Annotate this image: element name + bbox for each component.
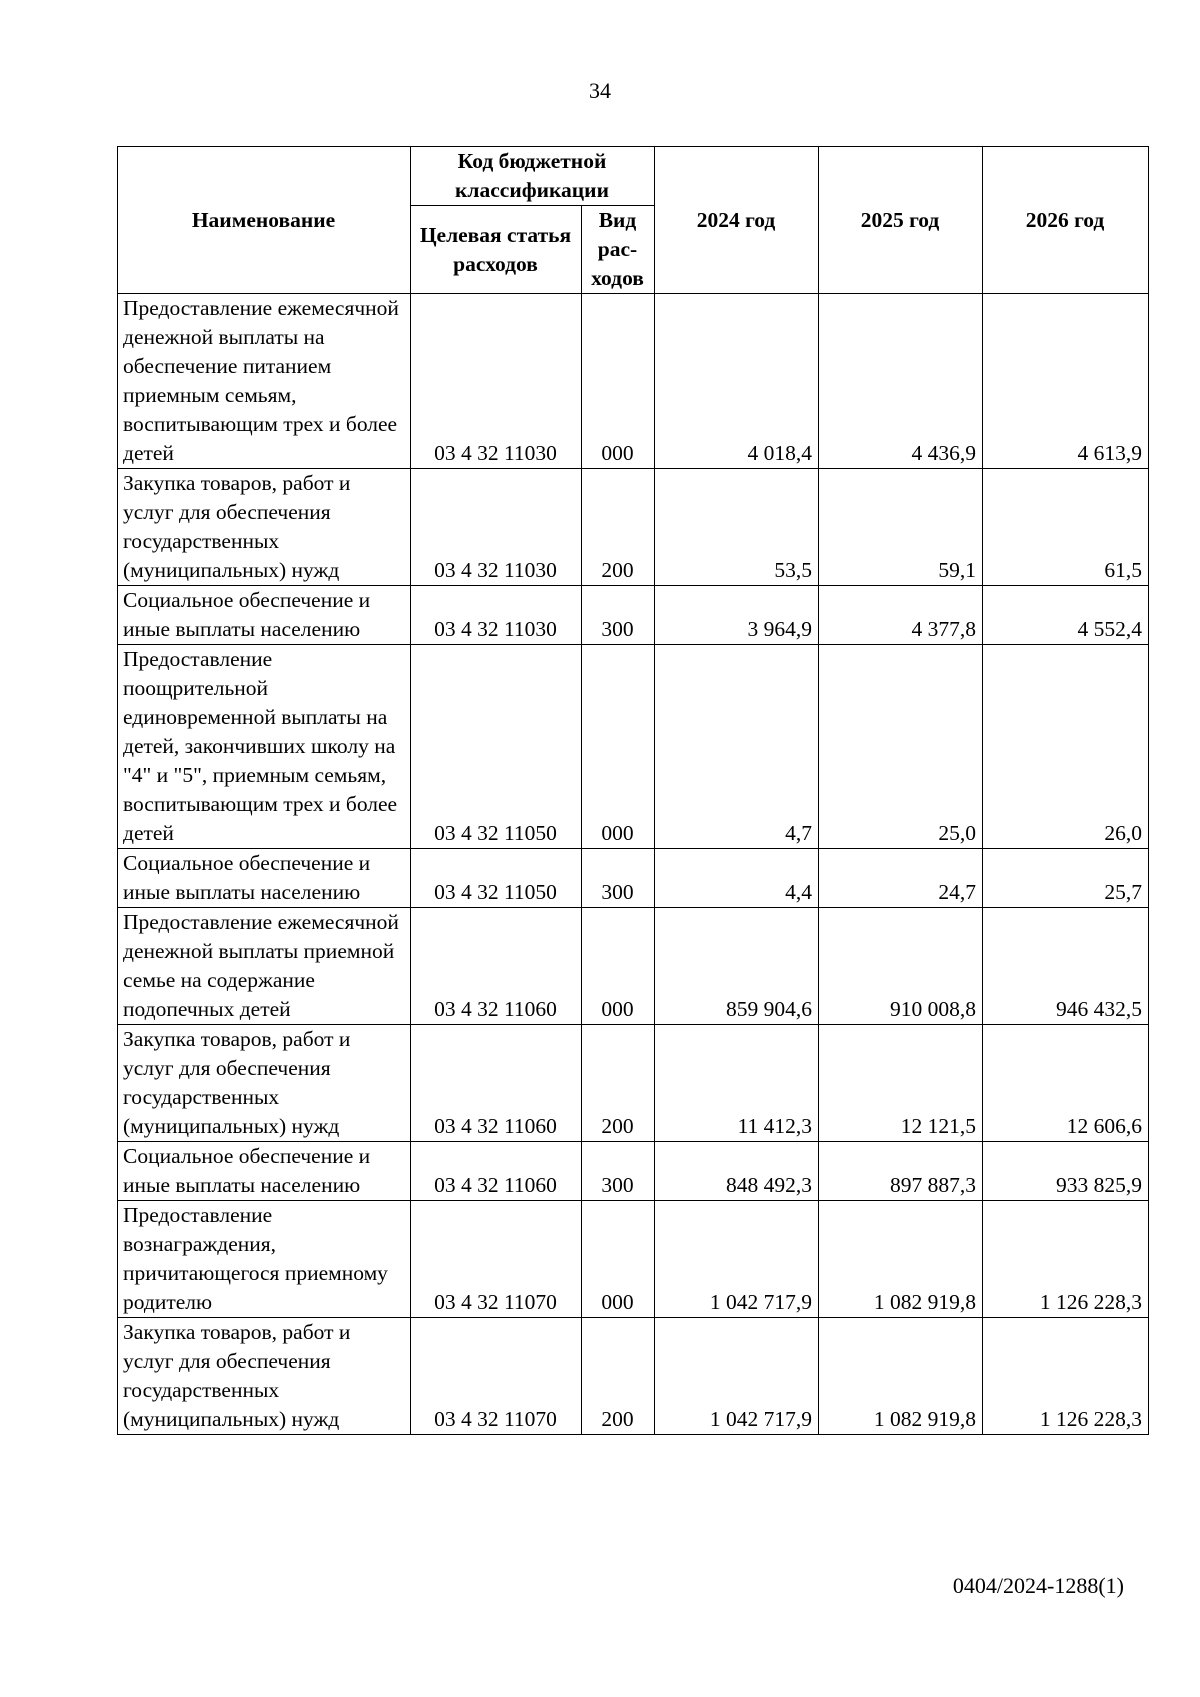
header-name: Наименование <box>118 147 411 294</box>
row-expense-kind: 300 <box>582 1142 655 1201</box>
row-value-2025: 910 008,8 <box>819 908 983 1025</box>
row-value-2024: 859 904,6 <box>655 908 819 1025</box>
table-row <box>118 1201 1149 1318</box>
row-value-2024: 1 042 717,9 <box>655 1201 819 1318</box>
row-value-2024: 4 018,4 <box>655 294 819 469</box>
row-name: Предоставление поощрительной единовременной выплаты на детей, закончивших школу на "4" и "5", приемным семьям, воспитывающим трех и более детей <box>118 645 411 849</box>
row-target-article: 03 4 32 11070 <box>411 1201 582 1318</box>
row-target-article: 03 4 32 11060 <box>411 908 582 1025</box>
row-target-article: 03 4 32 11030 <box>411 586 582 645</box>
row-target-article: 03 4 32 11030 <box>411 294 582 469</box>
row-value-2026: 26,0 <box>983 645 1149 849</box>
row-value-2026: 12 606,6 <box>983 1025 1149 1142</box>
row-value-2024: 4,7 <box>655 645 819 849</box>
table-body <box>118 294 1149 1435</box>
row-expense-kind: 000 <box>582 908 655 1025</box>
row-value-2026: 933 825,9 <box>983 1142 1149 1201</box>
row-name: Предоставление ежемесячной денежной выплаты на обеспечение питанием приемным семьям, воспитывающим трех и более детей <box>118 294 411 469</box>
row-value-2026: 946 432,5 <box>983 908 1149 1025</box>
row-target-article: 03 4 32 11030 <box>411 469 582 586</box>
row-expense-kind: 300 <box>582 586 655 645</box>
table-row <box>118 1318 1149 1435</box>
row-value-2024: 4,4 <box>655 849 819 908</box>
row-name: Предоставление вознаграждения, причитающегося приемному родителю <box>118 1201 411 1318</box>
row-value-2024: 3 964,9 <box>655 586 819 645</box>
row-name: Предоставление ежемесячной денежной выплаты приемной семье на содержание подопечных детей <box>118 908 411 1025</box>
page-number: 34 <box>589 78 611 103</box>
row-value-2025: 24,7 <box>819 849 983 908</box>
table-row <box>118 1025 1149 1142</box>
row-value-2025: 1 082 919,8 <box>819 1201 983 1318</box>
row-target-article: 03 4 32 11050 <box>411 849 582 908</box>
row-target-article: 03 4 32 11060 <box>411 1025 582 1142</box>
row-name: Социальное обеспечение и иные выплаты населению <box>118 1142 411 1201</box>
row-value-2025: 25,0 <box>819 645 983 849</box>
row-expense-kind: 200 <box>582 469 655 586</box>
header-year-2026: 2026 год <box>983 147 1149 294</box>
row-value-2026: 1 126 228,3 <box>983 1318 1149 1435</box>
row-value-2024: 11 412,3 <box>655 1025 819 1142</box>
row-value-2024: 1 042 717,9 <box>655 1318 819 1435</box>
header-row-top <box>118 147 1149 206</box>
table-row <box>118 469 1149 586</box>
row-value-2025: 897 887,3 <box>819 1142 983 1201</box>
row-value-2025: 4 436,9 <box>819 294 983 469</box>
row-value-2025: 12 121,5 <box>819 1025 983 1142</box>
row-expense-kind: 200 <box>582 1025 655 1142</box>
header-year-2024: 2024 год <box>655 147 819 294</box>
row-target-article: 03 4 32 11050 <box>411 645 582 849</box>
header-expense-kind: Вид рас-ходов <box>582 206 655 294</box>
table-row <box>118 849 1149 908</box>
row-name: Закупка товаров, работ и услуг для обеспечения государственных (муниципальных) нужд <box>118 469 411 586</box>
row-value-2025: 59,1 <box>819 469 983 586</box>
row-value-2026: 61,5 <box>983 469 1149 586</box>
document-code: 0404/2024-1288(1) <box>952 1573 1124 1598</box>
table-row <box>118 1142 1149 1201</box>
row-expense-kind: 300 <box>582 849 655 908</box>
row-name: Социальное обеспечение и иные выплаты населению <box>118 849 411 908</box>
table-row <box>118 294 1149 469</box>
row-value-2026: 4 613,9 <box>983 294 1149 469</box>
row-name: Социальное обеспечение и иные выплаты населению <box>118 586 411 645</box>
budget-table <box>117 146 1149 1435</box>
row-expense-kind: 000 <box>582 294 655 469</box>
row-value-2025: 4 377,8 <box>819 586 983 645</box>
row-target-article: 03 4 32 11060 <box>411 1142 582 1201</box>
row-name: Закупка товаров, работ и услуг для обеспечения государственных (муниципальных) нужд <box>118 1318 411 1435</box>
table-row <box>118 908 1149 1025</box>
header-year-2025: 2025 год <box>819 147 983 294</box>
row-value-2026: 25,7 <box>983 849 1149 908</box>
row-expense-kind: 000 <box>582 645 655 849</box>
row-expense-kind: 200 <box>582 1318 655 1435</box>
row-value-2026: 1 126 228,3 <box>983 1201 1149 1318</box>
row-expense-kind: 000 <box>582 1201 655 1318</box>
table-row <box>118 645 1149 849</box>
row-value-2024: 53,5 <box>655 469 819 586</box>
table-row <box>118 586 1149 645</box>
row-value-2024: 848 492,3 <box>655 1142 819 1201</box>
row-value-2026: 4 552,4 <box>983 586 1149 645</box>
row-value-2025: 1 082 919,8 <box>819 1318 983 1435</box>
row-target-article: 03 4 32 11070 <box>411 1318 582 1435</box>
header-budget-code: Код бюджетной классификации <box>411 147 655 206</box>
row-name: Закупка товаров, работ и услуг для обеспечения государственных (муниципальных) нужд <box>118 1025 411 1142</box>
header-target-article: Целевая статья расходов <box>411 206 582 294</box>
